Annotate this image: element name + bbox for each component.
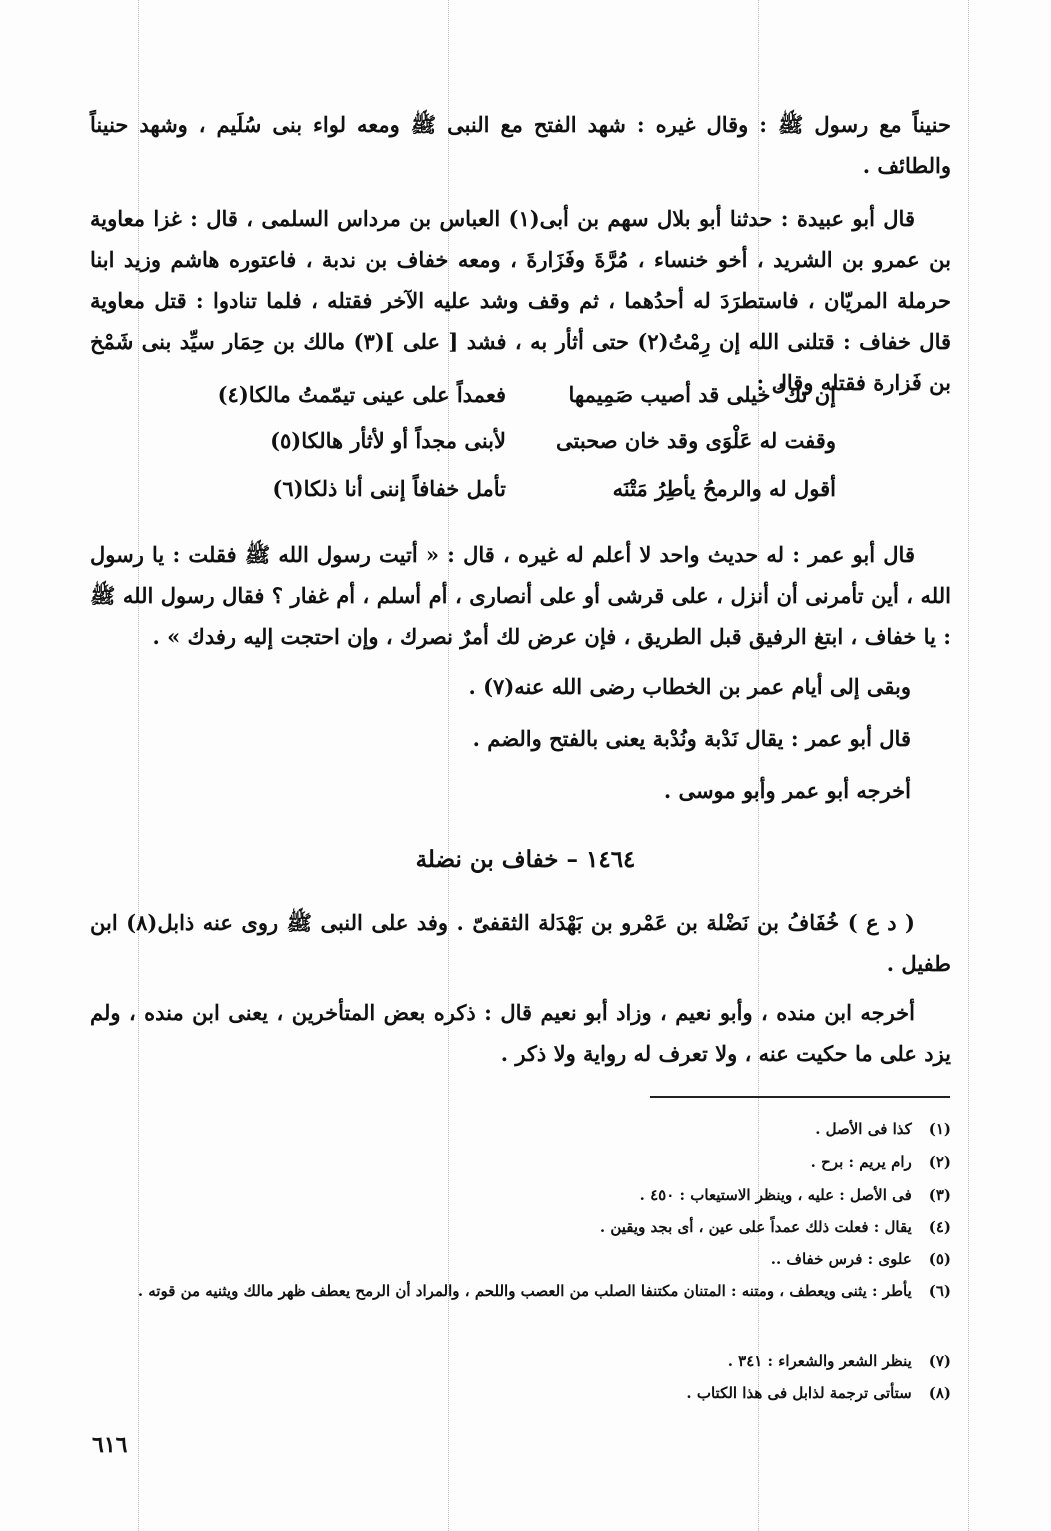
line-umar-era: وبقى إلى أيام عمر بن الخطاب رضى الله عنه(٧) . [468,674,911,699]
paragraph-ibn-manda: أخرجه ابن منده ، وأبو نعيم ، وزاد أبو نعيم قال : ذكره بعض المتأخرين ، يعنى ابن منده ، ولم يزد على ما حكيت عنه ، ولا تعرف له رواية ولا ذكر . [90,1000,951,1066]
footnote-text: ينظر الشعر والشعراء : ٣٤١ . [727,1352,912,1370]
poem-hemistich-second: تأمل خفافاً إننى أنا ذلكا(٦) [272,476,506,501]
poem-hemistich-first: أقول له والرمحُ يأطِرُ مَتْنَه [612,476,836,501]
line-nadba: قال أبو عمر : يقال نَدْبة ونُدْبة يعنى بالفتح والضم . [472,726,911,751]
top-paragraph: حنيناً مع رسول ﷺ : وقال غيره : شهد الفتح مع النبى ﷺ ومعه لواء بنى سُلَيم ، وشهد حنيناً والطائف . [90,112,951,178]
footnote [95,1346,951,1377]
footnote-text: فى الأصل : عليه ، وينظر الاستيعاب : ٤٥٠ . [639,1186,912,1204]
footnote [95,1244,951,1275]
paragraph-abu-umar-hadith: قال أبو عمر : له حديث واحد لا أعلم له غيره ، قال : « أتيت رسول الله ﷺ فقلت : يا رسول الله ، أين تأمرنى أن أنزل ، على قرشى أو على أنصارى ، أم أسلم ، أم غفار ؟ فقال رسول الله ﷺ : يا خفاف ، ابتغ الرفيق قبل الطريق ، فإن عرض لك أمرٌ نصرك ، وإن احتجت إليه رفدك » . [90,542,951,649]
footnote-number: (٤) [928,1218,951,1236]
page-number: ٦١٦ [92,1432,128,1458]
paragraph-abu-ubayda: قال أبو عبيدة : حدثنا أبو بلال سهم بن أبى(١) العباس بن مرداس السلمى ، قال : غزا معاوية بن عمرو بن الشريد ، أخو خنساء ، مُرَّةَ وفَزَارةَ ، ومعه خفاف بن ندبة ، فاعتوره هاشم وزيد ابنا حرملة المريّان ، فاستطرَدَ له أحدُهما ، ثم وقف وشد عليه الآخر فقتله ، فلما تنادوا : قتل معاوية قال خفاف : قتلنى الله إن رِمْتُ(٢) حتى أثأر به ، فشد [ على ](٣) مالك بن حِمَار سيِّد بنى شَمْخ بن فَزارة فقتله وقال : [90,206,952,395]
poem-hemistich-first: إن تك ُ خيلى قد أصيب صَمِيمها [568,382,836,407]
footnote-divider [650,1096,950,1098]
footnote-text: كذا فى الأصل . [815,1120,912,1138]
footnote-number: (٥) [928,1250,951,1268]
footnote-text: رام يريم : برح . [810,1153,912,1171]
line-akhrajahu: أخرجه أبو عمر وأبو موسى . [663,778,911,803]
footnote-number: (٢) [928,1153,951,1171]
footnote-text: ستأتى ترجمة لذابل فى هذا الكتاب . [686,1384,912,1402]
scan-guide-line [968,0,969,1531]
poem-hemistich-second: فعمداً على عينى تيمّمتُ مالكا(٤) [217,382,506,407]
entry-heading: ١٤٦٤ – خفاف بن نضلة [415,846,636,873]
footnote [95,1147,951,1178]
poem-verse-2 [186,428,836,478]
footnote-number: (١) [928,1120,951,1138]
footnote-number: (٨) [928,1384,951,1402]
footnote [95,1276,951,1307]
footnote-text: يأطر : يثنى ويعطف ، ومتنه : المتنان مكتنفا الصلب من العصب واللحم ، والمراد أن الرمح يعطف ظهر مالك ويثنيه من قوته . [137,1282,912,1300]
paragraph-khufaf-bio: ( د ع ) خُفَافُ بن نَضْلة بن عَمْرو بن بَهْدَلة الثقفىّ . وفد على النبى ﷺ روى عنه ذابل(٨) ابن طفيل . [90,910,951,976]
footnote [95,1378,951,1409]
poem-verse-1 [186,382,836,432]
footnote-number: (٧) [928,1352,951,1370]
footnote-number: (٦) [928,1282,951,1300]
footnote-text: يقال : فعلت ذلك عمداً على عين ، أى بجد ويقين . [599,1218,912,1236]
poem-hemistich-first: وقفت له عَلْوَى وقد خان صحبتى [556,428,836,453]
footnote [95,1180,951,1211]
footnote-number: (٣) [928,1186,951,1204]
footnote [95,1114,951,1145]
poem-verse-3 [186,476,836,526]
footnote [95,1212,951,1243]
poem-hemistich-second: لأبنى مجداً أو لأثأر هالكا(٥) [270,428,506,453]
footnote-text: علوى : فرس خفاف .. [770,1250,912,1268]
